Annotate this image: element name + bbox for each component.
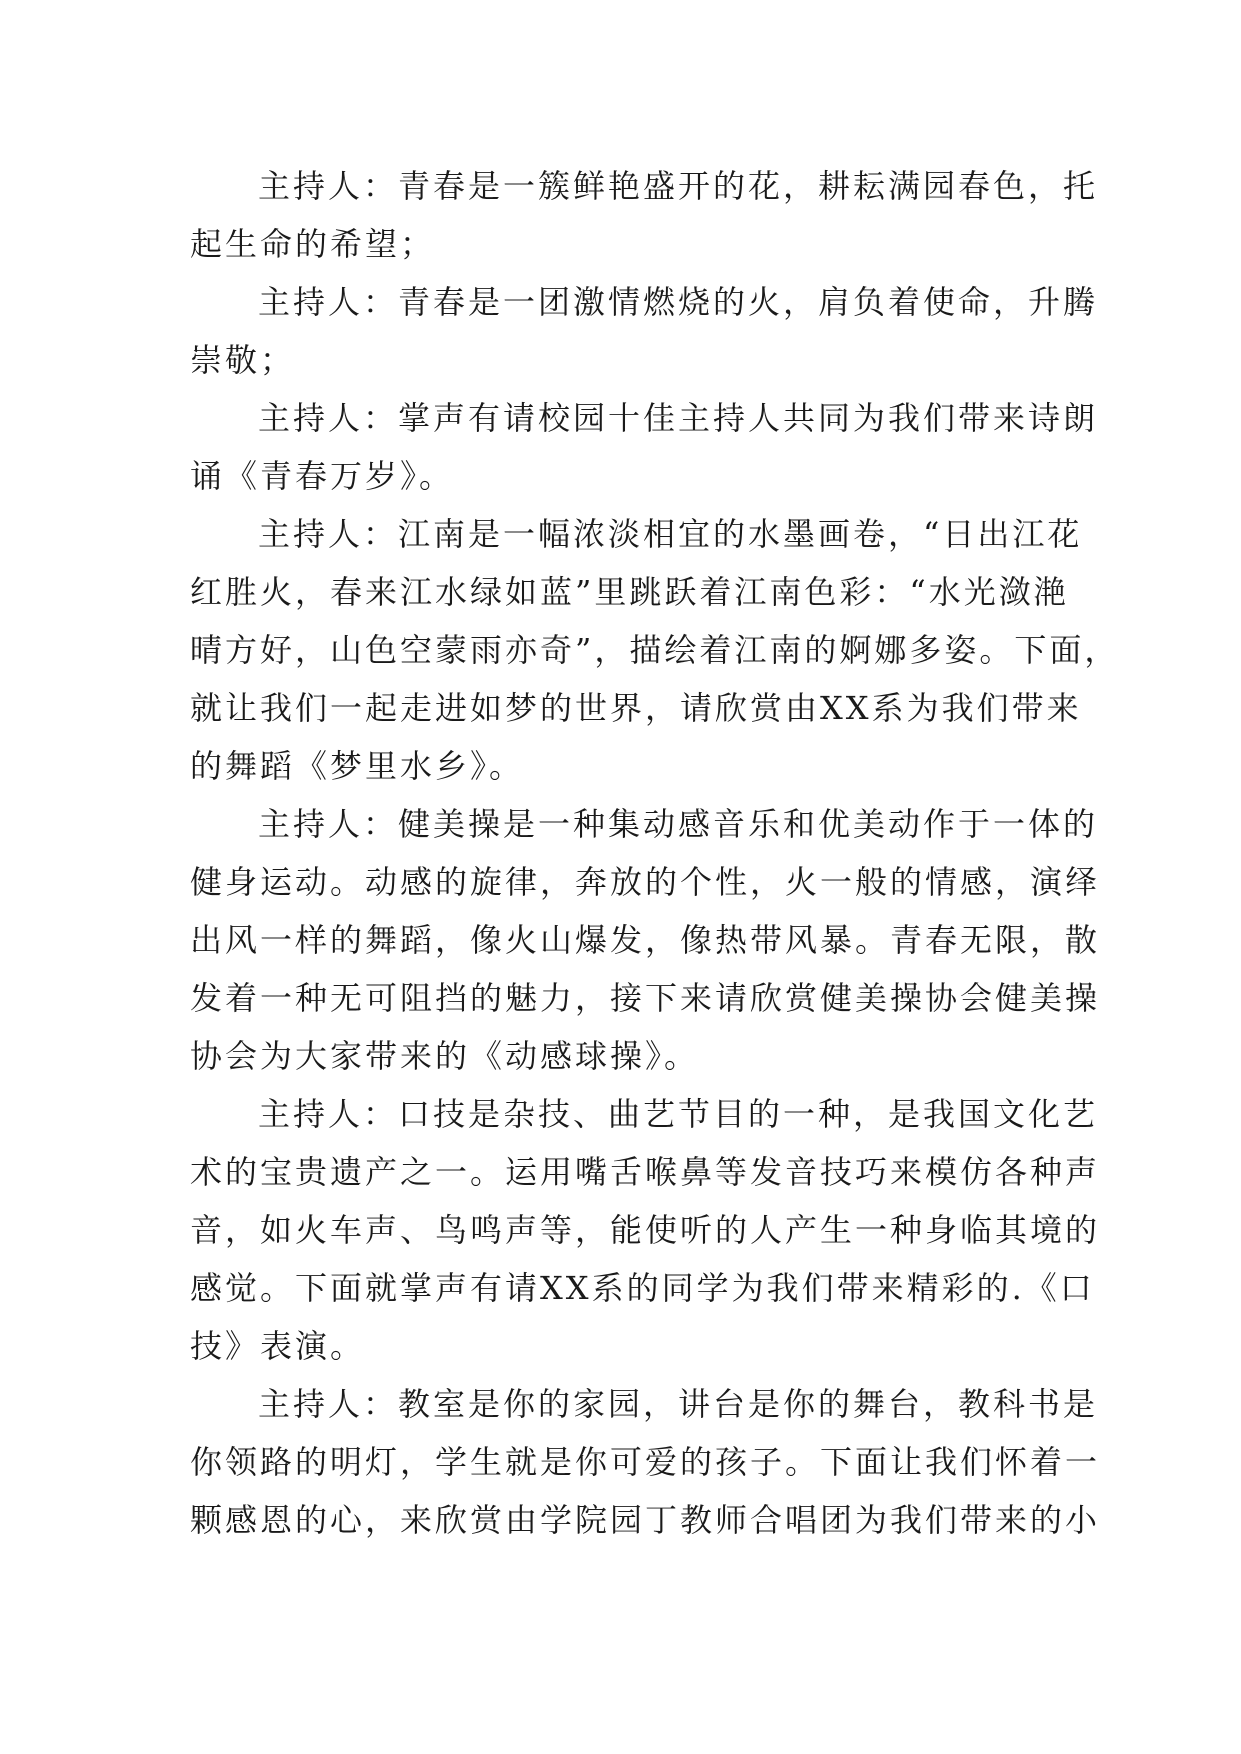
text-line: 的舞蹈《梦里水乡》。 (190, 747, 525, 785)
text-line: 技》表演。 (190, 1327, 366, 1365)
text-line: 崇敬； (190, 341, 296, 379)
text-line: 主持人：健美操是一种集动感音乐和优美动作于一体的 (258, 805, 1099, 843)
paragraph-4 (190, 505, 1120, 795)
text-line: 主持人：掌声有请校园十佳主持人共同为我们带来诗朗 (258, 399, 1099, 437)
text-line: 术的宝贵遗产之一。运用嘴舌喉鼻等发音技巧来模仿各种声 (190, 1153, 1101, 1191)
text-line: 红胜火，春来江水绿如蓝”里跳跃着江南色彩：“水光潋滟 (190, 573, 1069, 611)
text-line: 出风一样的舞蹈，像火山爆发，像热带风暴。青春无限，散 (190, 921, 1101, 959)
text-line: 颗感恩的心，来欣赏由学院园丁教师合唱团为我们带来的小 (190, 1501, 1101, 1539)
text-line: 协会为大家带来的《动感球操》。 (190, 1037, 700, 1075)
text-line: 主持人：青春是一团激情燃烧的火，肩负着使命，升腾 (258, 283, 1099, 321)
paragraph-7 (190, 1375, 1101, 1549)
paragraph-2 (190, 273, 1099, 389)
text-line: 晴方好，山色空蒙雨亦奇”，描绘着江南的婀娜多姿。下面， (190, 631, 1120, 669)
text-line: 主持人：青春是一簇鲜艳盛开的花，耕耘满园春色，托 (258, 167, 1099, 205)
paragraph-3 (190, 389, 1099, 505)
text-line: 感觉。下面就掌声有请XX系的同学为我们带来精彩的.《口 (190, 1269, 1095, 1307)
text-line: 发着一种无可阻挡的魅力，接下来请欣赏健美操协会健美操 (190, 979, 1101, 1017)
text-line: 诵《青春万岁》。 (190, 457, 455, 495)
text-line: 主持人：教室是你的家园，讲台是你的舞台，教科书是 (258, 1385, 1099, 1423)
text-line: 你领路的明灯，学生就是你可爱的孩子。下面让我们怀着一 (190, 1443, 1101, 1481)
text-line: 音，如火车声、鸟鸣声等，能使听的人产生一种身临其境的 (190, 1211, 1101, 1249)
text-line: 起生命的希望； (190, 225, 436, 263)
document-body (190, 157, 1120, 1549)
text-line: 主持人：口技是杂技、曲艺节目的一种，是我国文化艺 (258, 1095, 1099, 1133)
paragraph-5 (190, 795, 1101, 1085)
text-line: 就让我们一起走进如梦的世界，请欣赏由XX系为我们带来 (190, 689, 1082, 727)
paragraph-1 (190, 157, 1099, 273)
text-line: 主持人：江南是一幅浓淡相宜的水墨画卷，“日出江花 (258, 515, 1083, 553)
text-line: 健身运动。动感的旋律，奔放的个性，火一般的情感，演绎 (190, 863, 1101, 901)
paragraph-6 (190, 1085, 1101, 1375)
